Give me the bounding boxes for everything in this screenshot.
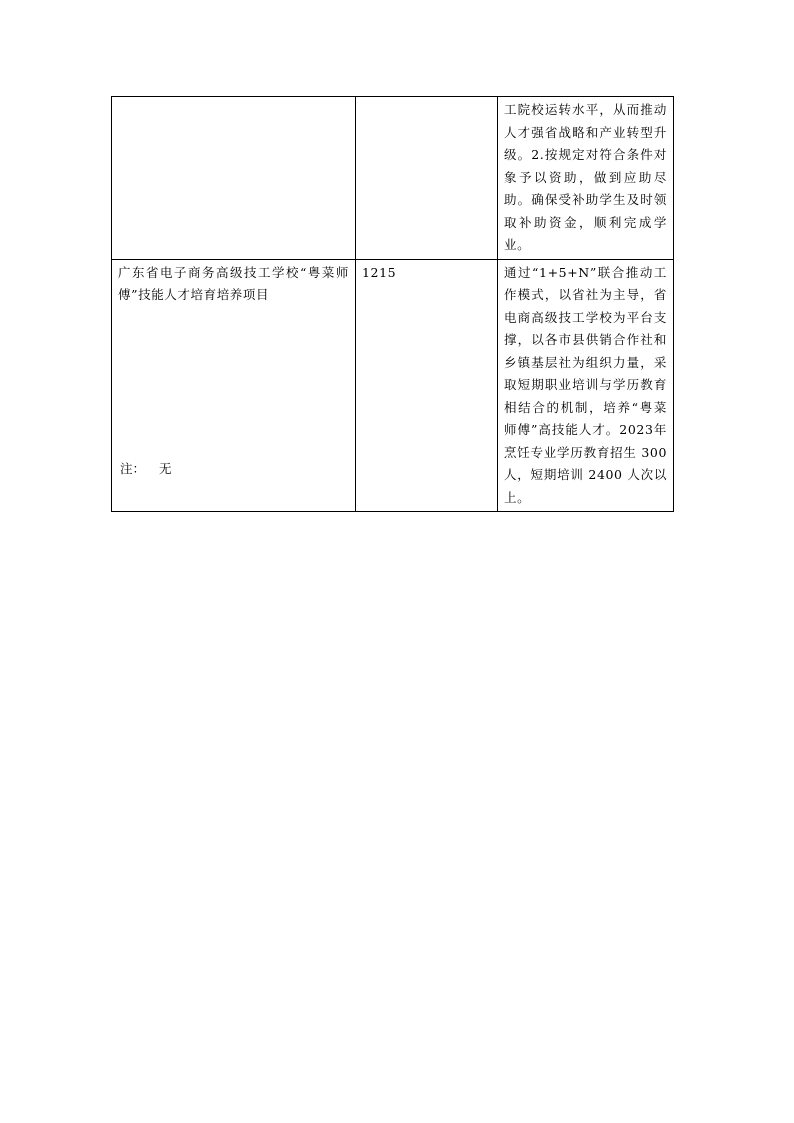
project-description: 工院校运转水平，从而推动人才强省战略和产业转型升级。2.按规定对符合条件对象予以资助，做到应助尽助。确保受补助学生及时领取补助资金，顺利完成学业。 (504, 102, 667, 252)
project-amount: 1215 (362, 264, 397, 280)
project-desc-cell (498, 259, 674, 512)
footnote-value: 无 (159, 461, 172, 476)
project-amount-cell (356, 97, 498, 260)
project-name: 广东省电子商务高级技工学校“粤菜师傅”技能人才培育培养项目 (118, 264, 349, 302)
footnote-label: 注： (120, 461, 146, 476)
project-table (111, 96, 674, 512)
project-name-cell (112, 97, 356, 260)
project-description: 通过“1+5+N”联合推动工作模式，以省社为主导，省电商高级技工学校为平台支撑，以各市县供销合作社和乡镇基层社为组织力量，采取短期职业培训与学历教育相结合的机制，培养“粤菜师傅”高技能人才。2023年烹饪专业学历教育招生 300人，短期培训 2400 人次以上。 (504, 264, 667, 505)
project-desc-cell (498, 97, 674, 260)
project-amount-cell (356, 259, 498, 512)
table-row (112, 97, 674, 260)
footnote (120, 458, 172, 480)
table-row (112, 259, 674, 512)
